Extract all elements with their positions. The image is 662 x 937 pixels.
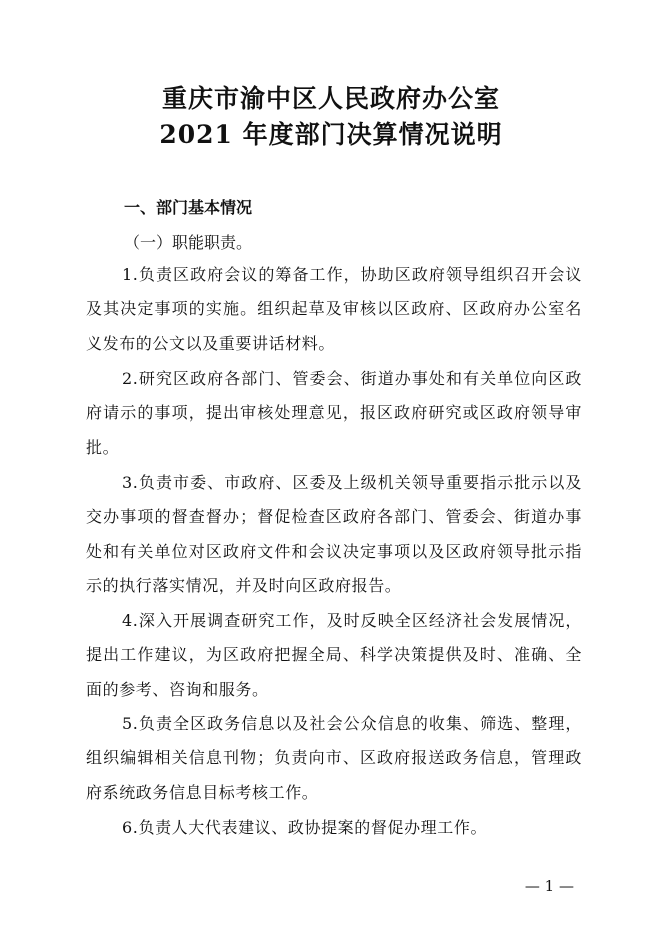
section-heading: 一、部门基本情况 [124, 198, 253, 217]
paragraph-3: 3.负责市委、市政府、区委及上级机关领导重要指示批示以及交办事项的督查督办；督促检查区政府各部门、管委会、街道办事处和有关单位对区政府文件和会议决定事项以及区政府领导批示指示的执行落实情况，并及时向区政府报告。 [86, 473, 582, 596]
document-title-line1: 重庆市渝中区人民政府办公室 [161, 84, 500, 113]
paragraph-1: 1.负责区政府会议的筹备工作，协助区政府领导组织召开会议及其决定事项的实施。组织起草及审核以区政府、区政府办公室名义发布的公文以及重要讲话材料。 [86, 265, 582, 353]
subsection-heading: （一）职能职责。 [124, 233, 253, 252]
paragraph-5: 5.负责全区政务信息以及社会公众信息的收集、筛选、整理，组织编辑相关信息刊物；负责向市、区政府报送政务信息，管理政府系统政务信息目标考核工作。 [86, 714, 582, 802]
document-title-line2: 2021 年度部门决算情况说明 [159, 120, 503, 149]
paragraph-6: 6.负责人大代表建议、政协提案的督促办理工作。 [122, 818, 488, 837]
paragraph-2: 2.研究区政府各部门、管委会、街道办事处和有关单位向区政府请示的事项，提出审核处理意见，报区政府研究或区政府领导审批。 [86, 369, 582, 457]
page-number: — 1 — [524, 877, 574, 895]
paragraph-4: 4.深入开展调查研究工作，及时反映全区经济社会发展情况，提出工作建议，为区政府把握全局、科学决策提供及时、准确、全面的参考、咨询和服务。 [86, 611, 582, 699]
